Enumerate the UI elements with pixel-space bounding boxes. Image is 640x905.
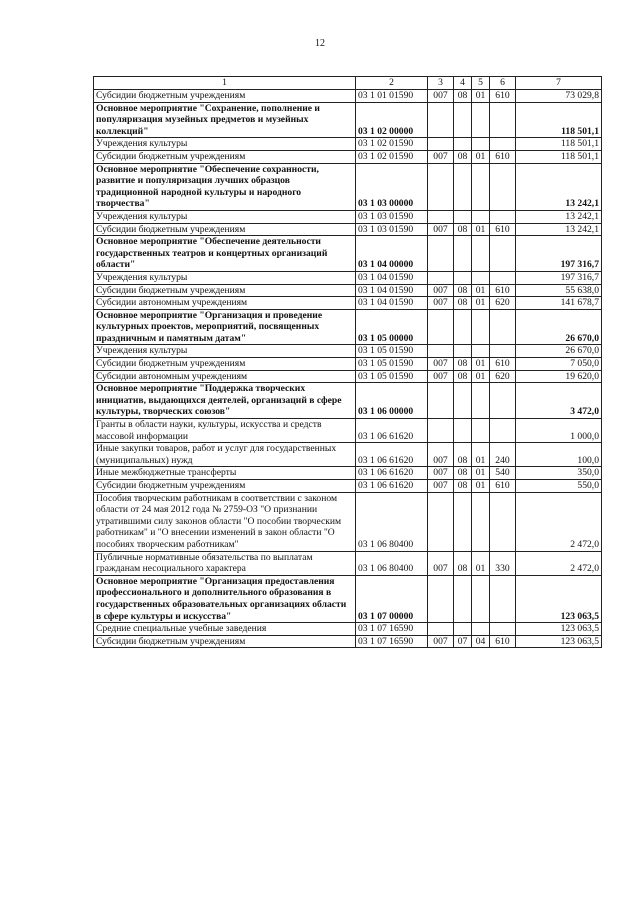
row-col3-cell [428,163,454,210]
row-col6-cell [490,383,516,419]
row-col3-cell: 007 [428,297,454,310]
table-row [94,138,602,151]
row-col4-cell: 08 [454,90,472,103]
row-col5-cell: 01 [472,551,490,575]
row-name-cell: Учреждения культуры [94,271,356,284]
row-name-cell: Основное мероприятие "Организация и проведение культурных проектов, мероприятий, посвященных праздничным и памятным датам" [94,309,356,345]
row-code-cell: 03 1 07 00000 [356,575,428,622]
row-code-cell: 03 1 02 01590 [356,138,428,151]
row-amount-cell: 118 501,1 [516,150,602,163]
budget-table [93,76,602,648]
row-col3-cell: 007 [428,370,454,383]
row-col3-cell [428,345,454,358]
row-code-cell: 03 1 05 01590 [356,345,428,358]
row-col6-cell [490,271,516,284]
row-col6-cell [490,623,516,636]
row-name-cell: Средние специальные учебные заведения [94,623,356,636]
table-row [94,210,602,223]
row-name-cell: Пособия творческим работникам в соответствии с законом области от 24 мая 2012 года № 2759-ОЗ "О признании утратившими силу законов области "О пособии творческим работникам" и "О внесении изменений в закон области "О пособиях творческим работникам" [94,492,356,551]
row-col3-cell [428,309,454,345]
table-row [94,102,602,138]
row-col5-cell [472,163,490,210]
row-col4-cell: 08 [454,150,472,163]
row-code-cell: 03 1 06 80400 [356,551,428,575]
row-col5-cell [472,236,490,272]
row-col3-cell: 007 [428,358,454,371]
row-col3-cell [428,102,454,138]
row-col4-cell [454,163,472,210]
column-header: 3 [428,77,454,90]
row-amount-cell: 26 670,0 [516,345,602,358]
row-col4-cell: 08 [454,223,472,236]
row-name-cell: Учреждения культуры [94,138,356,151]
row-code-cell: 03 1 02 00000 [356,102,428,138]
row-col4-cell: 08 [454,370,472,383]
row-amount-cell: 123 063,5 [516,635,602,648]
row-amount-cell: 55 638,0 [516,284,602,297]
row-col6-cell: 610 [490,635,516,648]
row-amount-cell: 7 050,0 [516,358,602,371]
row-name-cell: Учреждения культуры [94,210,356,223]
row-amount-cell: 13 242,1 [516,223,602,236]
row-code-cell: 03 1 06 00000 [356,383,428,419]
row-col6-cell: 540 [490,467,516,480]
row-amount-cell: 141 678,7 [516,297,602,310]
row-col4-cell [454,271,472,284]
row-col3-cell: 007 [428,150,454,163]
row-col3-cell: 007 [428,635,454,648]
column-header: 7 [516,77,602,90]
row-col5-cell [472,345,490,358]
row-name-cell: Субсидии бюджетным учреждениям [94,284,356,297]
row-code-cell: 03 1 05 00000 [356,309,428,345]
column-header: 1 [94,77,356,90]
row-col4-cell: 07 [454,635,472,648]
row-amount-cell: 118 501,1 [516,138,602,151]
row-col4-cell: 08 [454,443,472,467]
row-col5-cell [472,210,490,223]
row-col6-cell: 610 [490,223,516,236]
row-amount-cell: 197 316,7 [516,271,602,284]
row-col5-cell: 01 [472,358,490,371]
row-col5-cell: 01 [472,443,490,467]
row-code-cell: 03 1 01 01590 [356,90,428,103]
row-col3-cell: 007 [428,467,454,480]
row-col6-cell: 610 [490,480,516,493]
row-name-cell: Основное мероприятие "Организация предоставления профессионального и дополнительного образования в государственных образовательных организациях области в сфере культуры и искусства" [94,575,356,622]
row-amount-cell: 123 063,5 [516,575,602,622]
column-header: 5 [472,77,490,90]
column-header: 6 [490,77,516,90]
table-row [94,236,602,272]
row-col4-cell [454,492,472,551]
row-col4-cell [454,345,472,358]
row-name-cell: Субсидии бюджетным учреждениям [94,358,356,371]
row-name-cell: Гранты в области науки, культуры, искусства и средств массовой информации [94,419,356,443]
row-code-cell: 03 1 04 01590 [356,284,428,297]
row-col5-cell [472,138,490,151]
row-col3-cell [428,383,454,419]
row-name-cell: Субсидии бюджетным учреждениям [94,223,356,236]
row-amount-cell: 2 472,0 [516,551,602,575]
row-code-cell: 03 1 04 01590 [356,271,428,284]
row-col4-cell [454,419,472,443]
row-col5-cell [472,271,490,284]
row-code-cell: 03 1 06 61620 [356,419,428,443]
row-amount-cell: 1 000,0 [516,419,602,443]
row-name-cell: Иные межбюджетные трансферты [94,467,356,480]
row-col6-cell [490,210,516,223]
row-col4-cell [454,138,472,151]
row-col4-cell: 08 [454,297,472,310]
row-col3-cell: 007 [428,284,454,297]
row-col5-cell: 01 [472,284,490,297]
row-code-cell: 03 1 06 61620 [356,443,428,467]
row-col5-cell: 01 [472,223,490,236]
row-col6-cell [490,309,516,345]
row-col6-cell [490,575,516,622]
table-row [94,492,602,551]
row-code-cell: 03 1 05 01590 [356,358,428,371]
column-header: 2 [356,77,428,90]
row-col5-cell: 04 [472,635,490,648]
row-col5-cell [472,102,490,138]
row-amount-cell: 118 501,1 [516,102,602,138]
row-code-cell: 03 1 06 80400 [356,492,428,551]
row-amount-cell: 123 063,5 [516,623,602,636]
row-col5-cell [472,575,490,622]
table-row [94,271,602,284]
row-col4-cell: 08 [454,480,472,493]
row-amount-cell: 550,0 [516,480,602,493]
table-row [94,467,602,480]
table-row [94,480,602,493]
row-col3-cell [428,492,454,551]
row-name-cell: Основное мероприятие "Обеспечение деятельности государственных театров и концертных организаций области" [94,236,356,272]
row-col5-cell [472,309,490,345]
row-col5-cell [472,383,490,419]
row-amount-cell: 13 242,1 [516,163,602,210]
row-col6-cell: 330 [490,551,516,575]
row-col4-cell: 08 [454,551,472,575]
row-col4-cell [454,236,472,272]
row-name-cell: Основное мероприятие "Поддержка творческих инициатив, выдающихся деятелей, организаций в сфере культуры, творческих союзов" [94,383,356,419]
row-col6-cell: 610 [490,150,516,163]
row-code-cell: 03 1 05 01590 [356,370,428,383]
row-name-cell: Основное мероприятие "Обеспечение сохранности, развитие и популяризация лучших образцов традиционной народной культуры и народного творчества" [94,163,356,210]
row-col6-cell [490,345,516,358]
table-row [94,223,602,236]
table-row [94,635,602,648]
row-col6-cell: 620 [490,297,516,310]
row-col5-cell [472,492,490,551]
table-row [94,575,602,622]
row-col3-cell [428,575,454,622]
row-col5-cell [472,419,490,443]
row-col3-cell: 007 [428,443,454,467]
row-name-cell: Субсидии автономным учреждениям [94,297,356,310]
row-code-cell: 03 1 06 61620 [356,480,428,493]
row-amount-cell: 13 242,1 [516,210,602,223]
row-col4-cell: 08 [454,284,472,297]
row-col4-cell [454,623,472,636]
table-row [94,284,602,297]
row-col4-cell [454,210,472,223]
row-col6-cell [490,102,516,138]
row-col4-cell [454,383,472,419]
row-col3-cell [428,419,454,443]
row-col6-cell: 620 [490,370,516,383]
row-col5-cell: 01 [472,150,490,163]
row-amount-cell: 100,0 [516,443,602,467]
row-code-cell: 03 1 03 00000 [356,163,428,210]
row-col3-cell [428,210,454,223]
row-col4-cell [454,309,472,345]
row-col3-cell: 007 [428,223,454,236]
table-header-row [94,77,602,90]
row-code-cell: 03 1 03 01590 [356,210,428,223]
row-code-cell: 03 1 07 16590 [356,635,428,648]
row-col3-cell [428,138,454,151]
row-col3-cell [428,236,454,272]
row-col6-cell: 240 [490,443,516,467]
row-col5-cell: 01 [472,370,490,383]
row-col5-cell: 01 [472,90,490,103]
row-code-cell: 03 1 03 01590 [356,223,428,236]
row-col3-cell: 007 [428,90,454,103]
row-col4-cell [454,575,472,622]
row-col6-cell [490,492,516,551]
table-row [94,623,602,636]
row-amount-cell: 26 670,0 [516,309,602,345]
table-row [94,358,602,371]
table-row [94,163,602,210]
row-amount-cell: 2 472,0 [516,492,602,551]
row-col3-cell [428,271,454,284]
table-row [94,309,602,345]
row-code-cell: 03 1 02 01590 [356,150,428,163]
table-row [94,443,602,467]
row-col5-cell: 01 [472,467,490,480]
row-code-cell: 03 1 04 00000 [356,236,428,272]
row-amount-cell: 19 620,0 [516,370,602,383]
row-name-cell: Публичные нормативные обязательства по выплатам гражданам несоциального характера [94,551,356,575]
row-amount-cell: 350,0 [516,467,602,480]
row-col6-cell [490,163,516,210]
row-col6-cell [490,236,516,272]
row-col3-cell: 007 [428,480,454,493]
table-row [94,419,602,443]
row-col3-cell: 007 [428,551,454,575]
row-col6-cell [490,138,516,151]
row-col5-cell: 01 [472,480,490,493]
table-row [94,297,602,310]
row-amount-cell: 197 316,7 [516,236,602,272]
page-number: 12 [315,38,325,49]
table-row [94,150,602,163]
row-name-cell: Субсидии бюджетным учреждениям [94,90,356,103]
row-col4-cell: 08 [454,467,472,480]
row-col3-cell [428,623,454,636]
row-name-cell: Субсидии бюджетным учреждениям [94,480,356,493]
table-row [94,345,602,358]
row-amount-cell: 73 029,8 [516,90,602,103]
row-name-cell: Иные закупки товаров, работ и услуг для государственных (муниципальных) нужд [94,443,356,467]
row-amount-cell: 3 472,0 [516,383,602,419]
row-name-cell: Учреждения культуры [94,345,356,358]
row-name-cell: Субсидии бюджетным учреждениям [94,635,356,648]
table-row [94,370,602,383]
row-name-cell: Субсидии бюджетным учреждениям [94,150,356,163]
row-col4-cell: 08 [454,358,472,371]
row-code-cell: 03 1 07 16590 [356,623,428,636]
table-row [94,383,602,419]
row-col6-cell [490,419,516,443]
row-col4-cell [454,102,472,138]
row-col6-cell: 610 [490,358,516,371]
row-name-cell: Субсидии автономным учреждениям [94,370,356,383]
row-code-cell: 03 1 06 61620 [356,467,428,480]
table-row [94,551,602,575]
row-col5-cell [472,623,490,636]
row-col5-cell: 01 [472,297,490,310]
row-col6-cell: 610 [490,90,516,103]
row-col6-cell: 610 [490,284,516,297]
table-row [94,90,602,103]
row-name-cell: Основное мероприятие "Сохранение, пополнение и популяризация музейных предметов и музейных коллекций" [94,102,356,138]
row-code-cell: 03 1 04 01590 [356,297,428,310]
column-header: 4 [454,77,472,90]
